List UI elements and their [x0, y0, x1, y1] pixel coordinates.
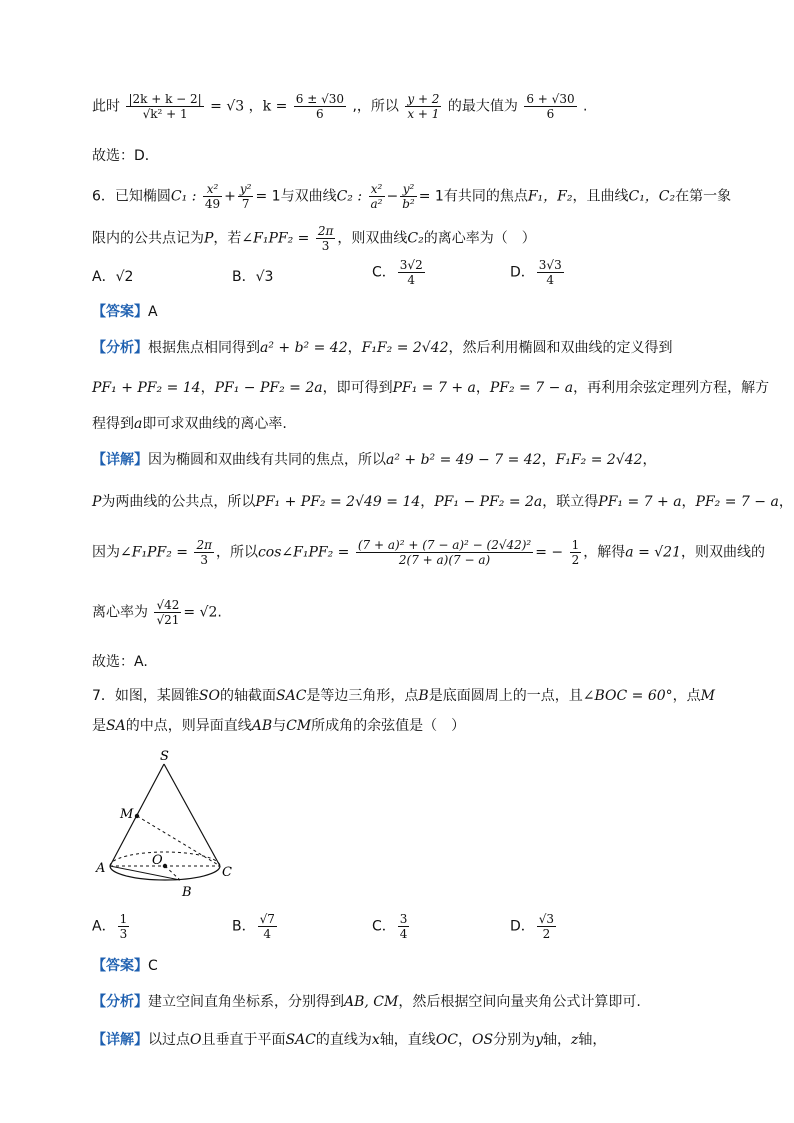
option-a: A．√2 — [92, 269, 134, 285]
q6-analysis-line-3: 程得到a即可求双曲线的离心率. — [92, 416, 287, 432]
text: 此时 — [92, 98, 120, 115]
segment-MC — [137, 816, 220, 866]
option-c: C． $\frac{3√2}{4}$ — [372, 258, 423, 287]
option-c: C． $\frac{3}{4}$ — [372, 912, 408, 941]
label-M: M — [120, 807, 134, 822]
q6-answer: 【答案】A — [92, 304, 158, 320]
q6-detail-line-1: 【详解】因为椭圆和双曲线有共同的焦点，所以a² + b² = 49 − 7 = 42，F₁F₂ = 2√42， — [92, 452, 657, 468]
question-6-line-2: 限内的公共点记为P，若∠F₁PF₂ = $\frac{2\pi}{3}$ ，则双曲线C₂的离心率为（ ） — [92, 224, 536, 253]
fraction: $\frac{|2k + k - 2|}{\text{√k² + 1}}$ — [128, 92, 202, 121]
label-A: A — [96, 861, 106, 876]
text: ,，所以 — [352, 98, 399, 115]
edge-SC — [164, 764, 220, 866]
fraction: $\frac{6 + √30}{6}$ — [526, 92, 575, 121]
q6-detail-line-2: P为两曲线的公共点，所以PF₁ + PF₂ = 2√49 = 14，PF₁ − PF₂ = 2a，联立得PF₁ = 7 + a，PF₂ = 7 − a， — [92, 494, 793, 510]
solution-line-1 — [92, 92, 588, 121]
point-M — [135, 814, 139, 818]
question-7-line-1: 7．如图，某圆锥SO的轴截面SAC是等边三角形，点B是底面圆周上的一点，且∠BOC = 60°，点M — [92, 688, 715, 704]
cone-figure — [94, 748, 244, 906]
text: = √3 ，k = — [210, 98, 288, 115]
text: . — [583, 98, 588, 115]
option-a: A． $\frac{1}{3}$ — [92, 912, 128, 941]
fraction: $\frac{y + 2}{x + 1}$ — [407, 92, 440, 121]
q7-detail: 【详解】以过点O且垂直于平面SAC的直线为x轴，直线OC，OS分别为y轴，z轴， — [92, 1032, 607, 1048]
q6-detail-line-4: 离心率为 $\frac{√42}{√21}$ = √2. — [92, 598, 222, 627]
point-O — [163, 864, 167, 868]
question-6-line-1: 6．已知椭圆C₁ : $\frac{\text{x²}}{49}$ + $\frac{\text{y²}}{7}$ = 1与双曲线C₂ : $\frac{\text{x²}}{\text{a²}}$ − $\frac{\text{y²}}{\text{b²}}$ = 1有共同的焦点F₁，F₂，且曲线C₁，C₂在第一象 — [92, 182, 732, 211]
question-7-line-2: 是SA的中点，则异面直线AB与CM所成角的余弦值是（ ） — [92, 718, 466, 734]
fraction: $\frac{6 \pm √30}{6}$ — [295, 92, 344, 121]
q7-answer: 【答案】C — [92, 958, 158, 974]
option-d: D． $\frac{3√3}{4}$ — [510, 258, 562, 287]
q6-analysis-line-1: 【分析】根据焦点相同得到a² + b² = 42，F₁F₂ = 2√42，然后利用椭圆和双曲线的定义得到 — [92, 340, 673, 356]
text: 的最大值为 — [447, 98, 518, 115]
segment-AB — [110, 866, 180, 880]
option-b: B．√3 — [232, 269, 274, 285]
label-S: S — [160, 749, 169, 764]
q7-analysis: 【分析】建立空间直角坐标系，分别得到AB, CM，然后根据空间向量夹角公式计算即可. — [92, 994, 641, 1010]
label-C: C — [222, 865, 232, 880]
option-b: B． $\frac{√7}{4}$ — [232, 912, 275, 941]
q6-choice: 故选：A. — [92, 654, 148, 670]
q6-detail-line-3: 因为∠F₁PF₂ = $\frac{2\pi}{3}$ ，所以cos∠F₁PF₂ = $\frac{\text{(7 + a)² + (7 − a)² − (2√42)²}}{2(7 + a)(7 - a)}$ = − $\frac{1}{2}$ ，解得a = √21，则双曲线的 — [92, 538, 765, 567]
label-O: O — [152, 853, 163, 868]
option-d: D． $\frac{√3}{2}$ — [510, 912, 555, 941]
choice-line: 故选：D． — [92, 148, 159, 164]
q6-analysis-line-2: PF₁ + PF₂ = 14，PF₁ − PF₂ = 2a，即可得到PF₁ = 7 + a，PF₂ = 7 − a，再利用余弦定理列方程，解方 — [92, 380, 770, 396]
label-B: B — [182, 885, 192, 900]
